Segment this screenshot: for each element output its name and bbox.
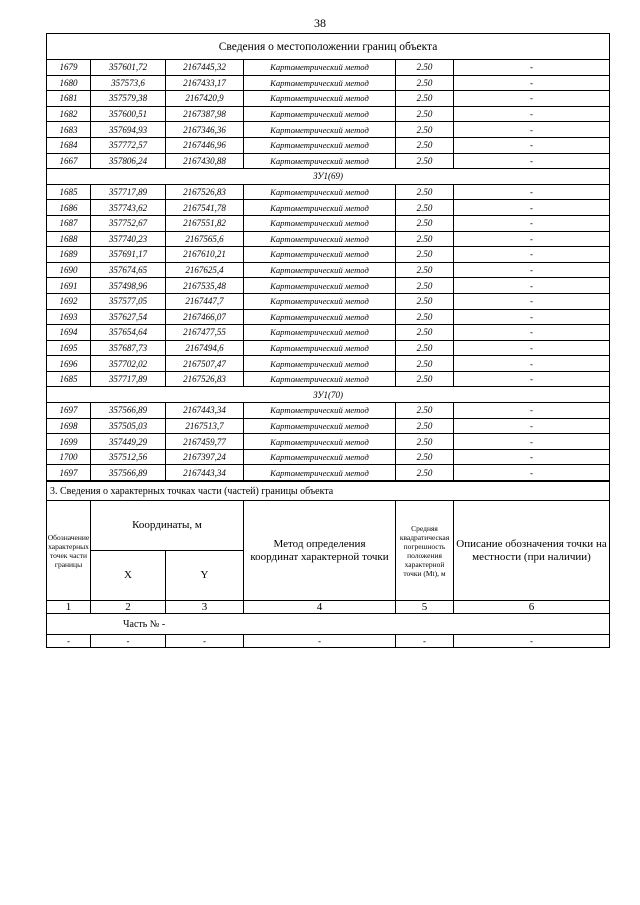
method: Картометрический метод	[244, 184, 396, 200]
col-header-y: Y	[166, 551, 244, 601]
description: -	[454, 247, 610, 263]
table-row	[47, 278, 610, 294]
table-row	[47, 309, 610, 325]
method: Картометрический метод	[244, 293, 396, 309]
accuracy: 2.50	[396, 449, 454, 465]
method: Картометрический метод	[244, 309, 396, 325]
col-number-5: 5	[396, 601, 454, 614]
coord-y: 2167420,9	[166, 91, 244, 107]
plot-label: ЗУ1(69)	[47, 169, 610, 185]
coord-x: 357579,38	[91, 91, 166, 107]
col-number-4: 4	[244, 601, 396, 614]
coord-x: 357573,6	[91, 75, 166, 91]
table-row	[47, 340, 610, 356]
accuracy: 2.50	[396, 247, 454, 263]
accuracy: 2.50	[396, 122, 454, 138]
coord-y: 2167625,4	[166, 262, 244, 278]
point-number: 1685	[47, 371, 91, 387]
method: Картометрический метод	[244, 465, 396, 481]
accuracy: 2.50	[396, 153, 454, 169]
table-row	[47, 418, 610, 434]
description: -	[454, 403, 610, 419]
description: -	[454, 434, 610, 450]
description: -	[454, 340, 610, 356]
coord-y: 2167447,7	[166, 293, 244, 309]
point-number: 1688	[47, 231, 91, 247]
method: Картометрический метод	[244, 371, 396, 387]
point-number: 1683	[47, 122, 91, 138]
col-header-x: X	[91, 551, 166, 601]
accuracy: 2.50	[396, 293, 454, 309]
accuracy: 2.50	[396, 465, 454, 481]
table-row	[47, 91, 610, 107]
coord-y: 2167526,83	[166, 371, 244, 387]
coord-x: 357505,03	[91, 418, 166, 434]
coord-y: 2167443,34	[166, 403, 244, 419]
point-number: 1690	[47, 262, 91, 278]
accuracy: 2.50	[396, 184, 454, 200]
point-number: 1686	[47, 200, 91, 216]
characteristic-points-table	[46, 481, 610, 648]
description: -	[454, 91, 610, 107]
table-row	[47, 200, 610, 216]
col-header-accuracy: Средняя квадратическая погрешность положения характерной точки (Мt), м	[396, 501, 454, 601]
accuracy: 2.50	[396, 60, 454, 76]
table-row	[47, 465, 610, 481]
coord-x: 357806,24	[91, 153, 166, 169]
description: -	[454, 75, 610, 91]
accuracy: 2.50	[396, 325, 454, 341]
table-row	[47, 137, 610, 153]
description: -	[454, 122, 610, 138]
method: Картометрический метод	[244, 122, 396, 138]
point-number: 1680	[47, 75, 91, 91]
accuracy: 2.50	[396, 418, 454, 434]
coord-y: 2167526,83	[166, 184, 244, 200]
coord-y: 2167433,17	[166, 75, 244, 91]
description: -	[454, 231, 610, 247]
coord-y: 2167459,77	[166, 434, 244, 450]
accuracy: 2.50	[396, 262, 454, 278]
point-number: 1699	[47, 434, 91, 450]
table-row	[47, 184, 610, 200]
method: Картометрический метод	[244, 403, 396, 419]
coord-y: 2167535,48	[166, 278, 244, 294]
col-header-point-designation: Обозначение характерных точек части границы	[47, 501, 91, 601]
description: -	[454, 200, 610, 216]
point-number: 1694	[47, 325, 91, 341]
accuracy: 2.50	[396, 371, 454, 387]
coord-x: 357566,89	[91, 465, 166, 481]
coord-y: 2167477,55	[166, 325, 244, 341]
accuracy: 2.50	[396, 340, 454, 356]
description: -	[454, 137, 610, 153]
coord-x: 357740,23	[91, 231, 166, 247]
description: -	[454, 106, 610, 122]
coord-x: 357752,67	[91, 215, 166, 231]
page-number: 38	[314, 16, 326, 30]
accuracy: 2.50	[396, 231, 454, 247]
point-number: 1667	[47, 153, 91, 169]
method: Картометрический метод	[244, 262, 396, 278]
accuracy: 2.50	[396, 137, 454, 153]
document-tables	[46, 33, 609, 648]
coord-y: 2167445,32	[166, 60, 244, 76]
point-number: 1691	[47, 278, 91, 294]
method: Картометрический метод	[244, 106, 396, 122]
point-number: 1682	[47, 106, 91, 122]
plot-label: ЗУ1(70)	[47, 387, 610, 403]
coord-y: 2167387,98	[166, 106, 244, 122]
coord-y: 2167507,47	[166, 356, 244, 372]
accuracy: 2.50	[396, 200, 454, 216]
method: Картометрический метод	[244, 340, 396, 356]
coord-y: 2167397,24	[166, 449, 244, 465]
table-row	[47, 262, 610, 278]
table-row	[47, 215, 610, 231]
part-number-label: Часть № -	[123, 618, 166, 630]
accuracy: 2.50	[396, 278, 454, 294]
col-header-description: Описание обозначения точки на местности (при наличии)	[454, 501, 610, 601]
description: -	[454, 215, 610, 231]
description: -	[454, 262, 610, 278]
table-row	[47, 75, 610, 91]
coord-x: 357654,64	[91, 325, 166, 341]
coord-y: 2167610,21	[166, 247, 244, 263]
point-number: 1700	[47, 449, 91, 465]
coord-x: 357694,93	[91, 122, 166, 138]
point-number: 1697	[47, 403, 91, 419]
description: -	[454, 293, 610, 309]
coord-x: 357687,73	[91, 340, 166, 356]
empty-cell: -	[47, 635, 91, 648]
table-row	[47, 153, 610, 169]
accuracy: 2.50	[396, 356, 454, 372]
coord-x: 357601,72	[91, 60, 166, 76]
col-number-2: 2	[91, 601, 166, 614]
col-header-method: Метод определения координат характерной точки	[244, 501, 396, 601]
description: -	[454, 418, 610, 434]
coord-x: 357674,65	[91, 262, 166, 278]
table-row	[47, 449, 610, 465]
coord-y: 2167466,07	[166, 309, 244, 325]
point-number: 1687	[47, 215, 91, 231]
method: Картометрический метод	[244, 278, 396, 294]
table-row	[47, 371, 610, 387]
coord-y: 2167346,36	[166, 122, 244, 138]
coord-x: 357600,51	[91, 106, 166, 122]
description: -	[454, 465, 610, 481]
method: Картометрический метод	[244, 247, 396, 263]
coord-x: 357717,89	[91, 371, 166, 387]
table-row	[47, 356, 610, 372]
coord-y: 2167551,82	[166, 215, 244, 231]
coord-x: 357691,17	[91, 247, 166, 263]
coord-x: 357772,57	[91, 137, 166, 153]
table-row	[47, 293, 610, 309]
coord-x: 357743,62	[91, 200, 166, 216]
point-number: 1679	[47, 60, 91, 76]
point-number: 1689	[47, 247, 91, 263]
table-row	[47, 325, 610, 341]
empty-cell: -	[91, 635, 166, 648]
description: -	[454, 449, 610, 465]
coord-x: 357717,89	[91, 184, 166, 200]
method: Картометрический метод	[244, 60, 396, 76]
method: Картометрический метод	[244, 325, 396, 341]
table-row	[47, 231, 610, 247]
coord-x: 357627,54	[91, 309, 166, 325]
description: -	[454, 371, 610, 387]
coord-x: 357702,02	[91, 356, 166, 372]
point-number: 1692	[47, 293, 91, 309]
table-row	[47, 106, 610, 122]
method: Картометрический метод	[244, 153, 396, 169]
table-row	[47, 434, 610, 450]
table-row	[47, 247, 610, 263]
description: -	[454, 60, 610, 76]
coord-x: 357566,89	[91, 403, 166, 419]
coord-y: 2167430,88	[166, 153, 244, 169]
method: Картометрический метод	[244, 449, 396, 465]
accuracy: 2.50	[396, 403, 454, 419]
accuracy: 2.50	[396, 75, 454, 91]
coord-x: 357498,96	[91, 278, 166, 294]
col-number-6: 6	[454, 601, 610, 614]
method: Картометрический метод	[244, 215, 396, 231]
accuracy: 2.50	[396, 309, 454, 325]
coord-y: 2167565,6	[166, 231, 244, 247]
point-number: 1696	[47, 356, 91, 372]
table-row	[47, 403, 610, 419]
empty-cell: -	[396, 635, 454, 648]
point-number: 1697	[47, 465, 91, 481]
method: Картометрический метод	[244, 356, 396, 372]
coord-y: 2167443,34	[166, 465, 244, 481]
table-row	[47, 60, 610, 76]
description: -	[454, 184, 610, 200]
coord-x: 357577,05	[91, 293, 166, 309]
description: -	[454, 356, 610, 372]
description: -	[454, 309, 610, 325]
description: -	[454, 325, 610, 341]
point-number: 1693	[47, 309, 91, 325]
method: Картометрический метод	[244, 418, 396, 434]
col-number-1: 1	[47, 601, 91, 614]
accuracy: 2.50	[396, 91, 454, 107]
point-number: 1695	[47, 340, 91, 356]
description: -	[454, 153, 610, 169]
coord-y: 2167446,96	[166, 137, 244, 153]
accuracy: 2.50	[396, 215, 454, 231]
method: Картометрический метод	[244, 200, 396, 216]
accuracy: 2.50	[396, 434, 454, 450]
method: Картометрический метод	[244, 75, 396, 91]
coord-y: 2167494,6	[166, 340, 244, 356]
point-number: 1698	[47, 418, 91, 434]
empty-cell: -	[454, 635, 610, 648]
section-title: Сведения о местоположении границ объекта	[47, 34, 610, 60]
empty-cell: -	[166, 635, 244, 648]
point-number: 1685	[47, 184, 91, 200]
method: Картометрический метод	[244, 91, 396, 107]
coord-x: 357512,56	[91, 449, 166, 465]
coord-y: 2167513,7	[166, 418, 244, 434]
col-number-3: 3	[166, 601, 244, 614]
coord-y: 2167541,78	[166, 200, 244, 216]
method: Картометрический метод	[244, 137, 396, 153]
method: Картометрический метод	[244, 434, 396, 450]
description: -	[454, 278, 610, 294]
coord-x: 357449,29	[91, 434, 166, 450]
accuracy: 2.50	[396, 106, 454, 122]
boundary-coordinates-table	[46, 33, 610, 481]
empty-cell: -	[244, 635, 396, 648]
col-header-coordinates: Координаты, м	[91, 501, 244, 551]
method: Картометрический метод	[244, 231, 396, 247]
point-number: 1681	[47, 91, 91, 107]
table-row	[47, 122, 610, 138]
point-number: 1684	[47, 137, 91, 153]
section-3-title: 3. Сведения о характерных точках части (частей) границы объекта	[47, 482, 610, 501]
